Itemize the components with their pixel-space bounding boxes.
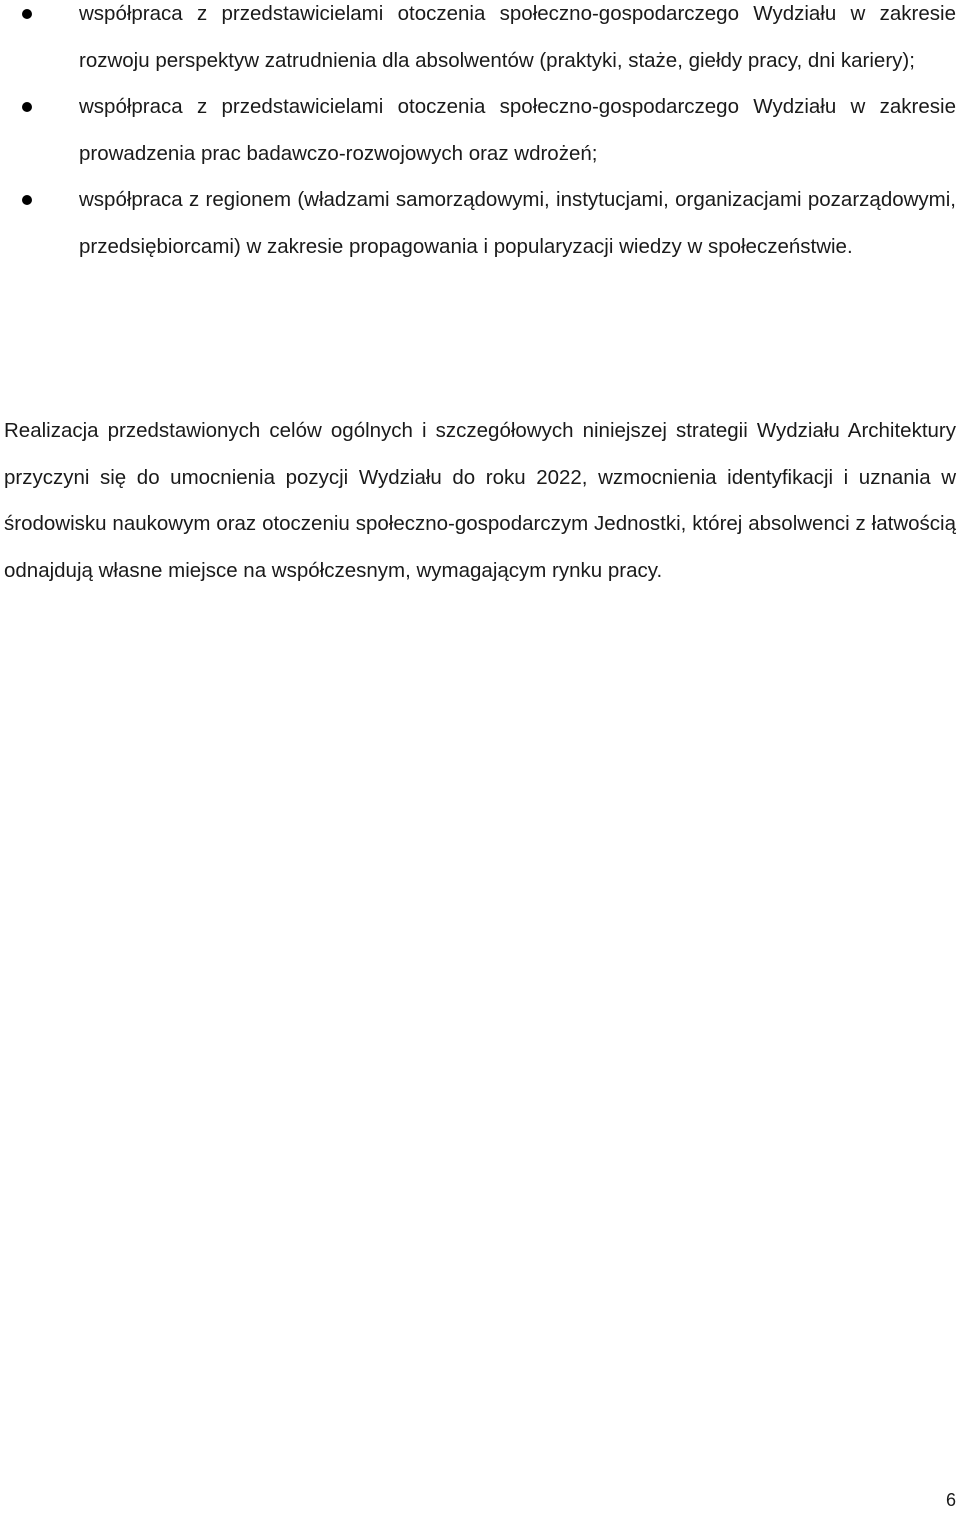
bullet-dot-icon xyxy=(22,195,32,205)
bullet-text: współpraca z przedstawicielami otoczenia społeczno-gospodarczego Wydziału w zakresie prowadzenia prac badawczo-rozwojowych oraz wdrożeń; xyxy=(79,95,956,165)
bullet-list xyxy=(0,0,960,270)
bullet-text: współpraca z regionem (władzami samorządowymi, instytucjami, organizacjami pozarządowymi, przedsiębiorcami) w zakresie propagowania i popularyzacji wiedzy w społeczeństwie. xyxy=(79,188,956,258)
page-number: 6 xyxy=(945,1490,956,1510)
body-paragraph: Realizacja przedstawionych celów ogólnych i szczegółowych niniejszej strategii Wydziału Architektury przyczyni się do umocnienia pozycji Wydziału do roku 2022, wzmocnienia identyfikacji i uznania w środowisku naukowym oraz otoczeniu społeczno-gospodarczym Jednostki, której absolwenci z łatwością odnajdują własne miejsce na współczesnym, wymagającym rynku pracy. xyxy=(4,419,956,582)
bullet-text: współpraca z przedstawicielami otoczenia społeczno-gospodarczego Wydziału w zakresie rozwoju perspektyw zatrudnienia dla absolwentów (praktyki, staże, giełdy pracy, dni kariery); xyxy=(79,2,956,72)
bullet-item xyxy=(0,84,960,177)
bullet-item xyxy=(0,0,960,84)
bullet-item xyxy=(0,177,960,270)
bullet-dot-icon xyxy=(22,102,32,112)
bullet-dot-icon xyxy=(22,9,32,19)
